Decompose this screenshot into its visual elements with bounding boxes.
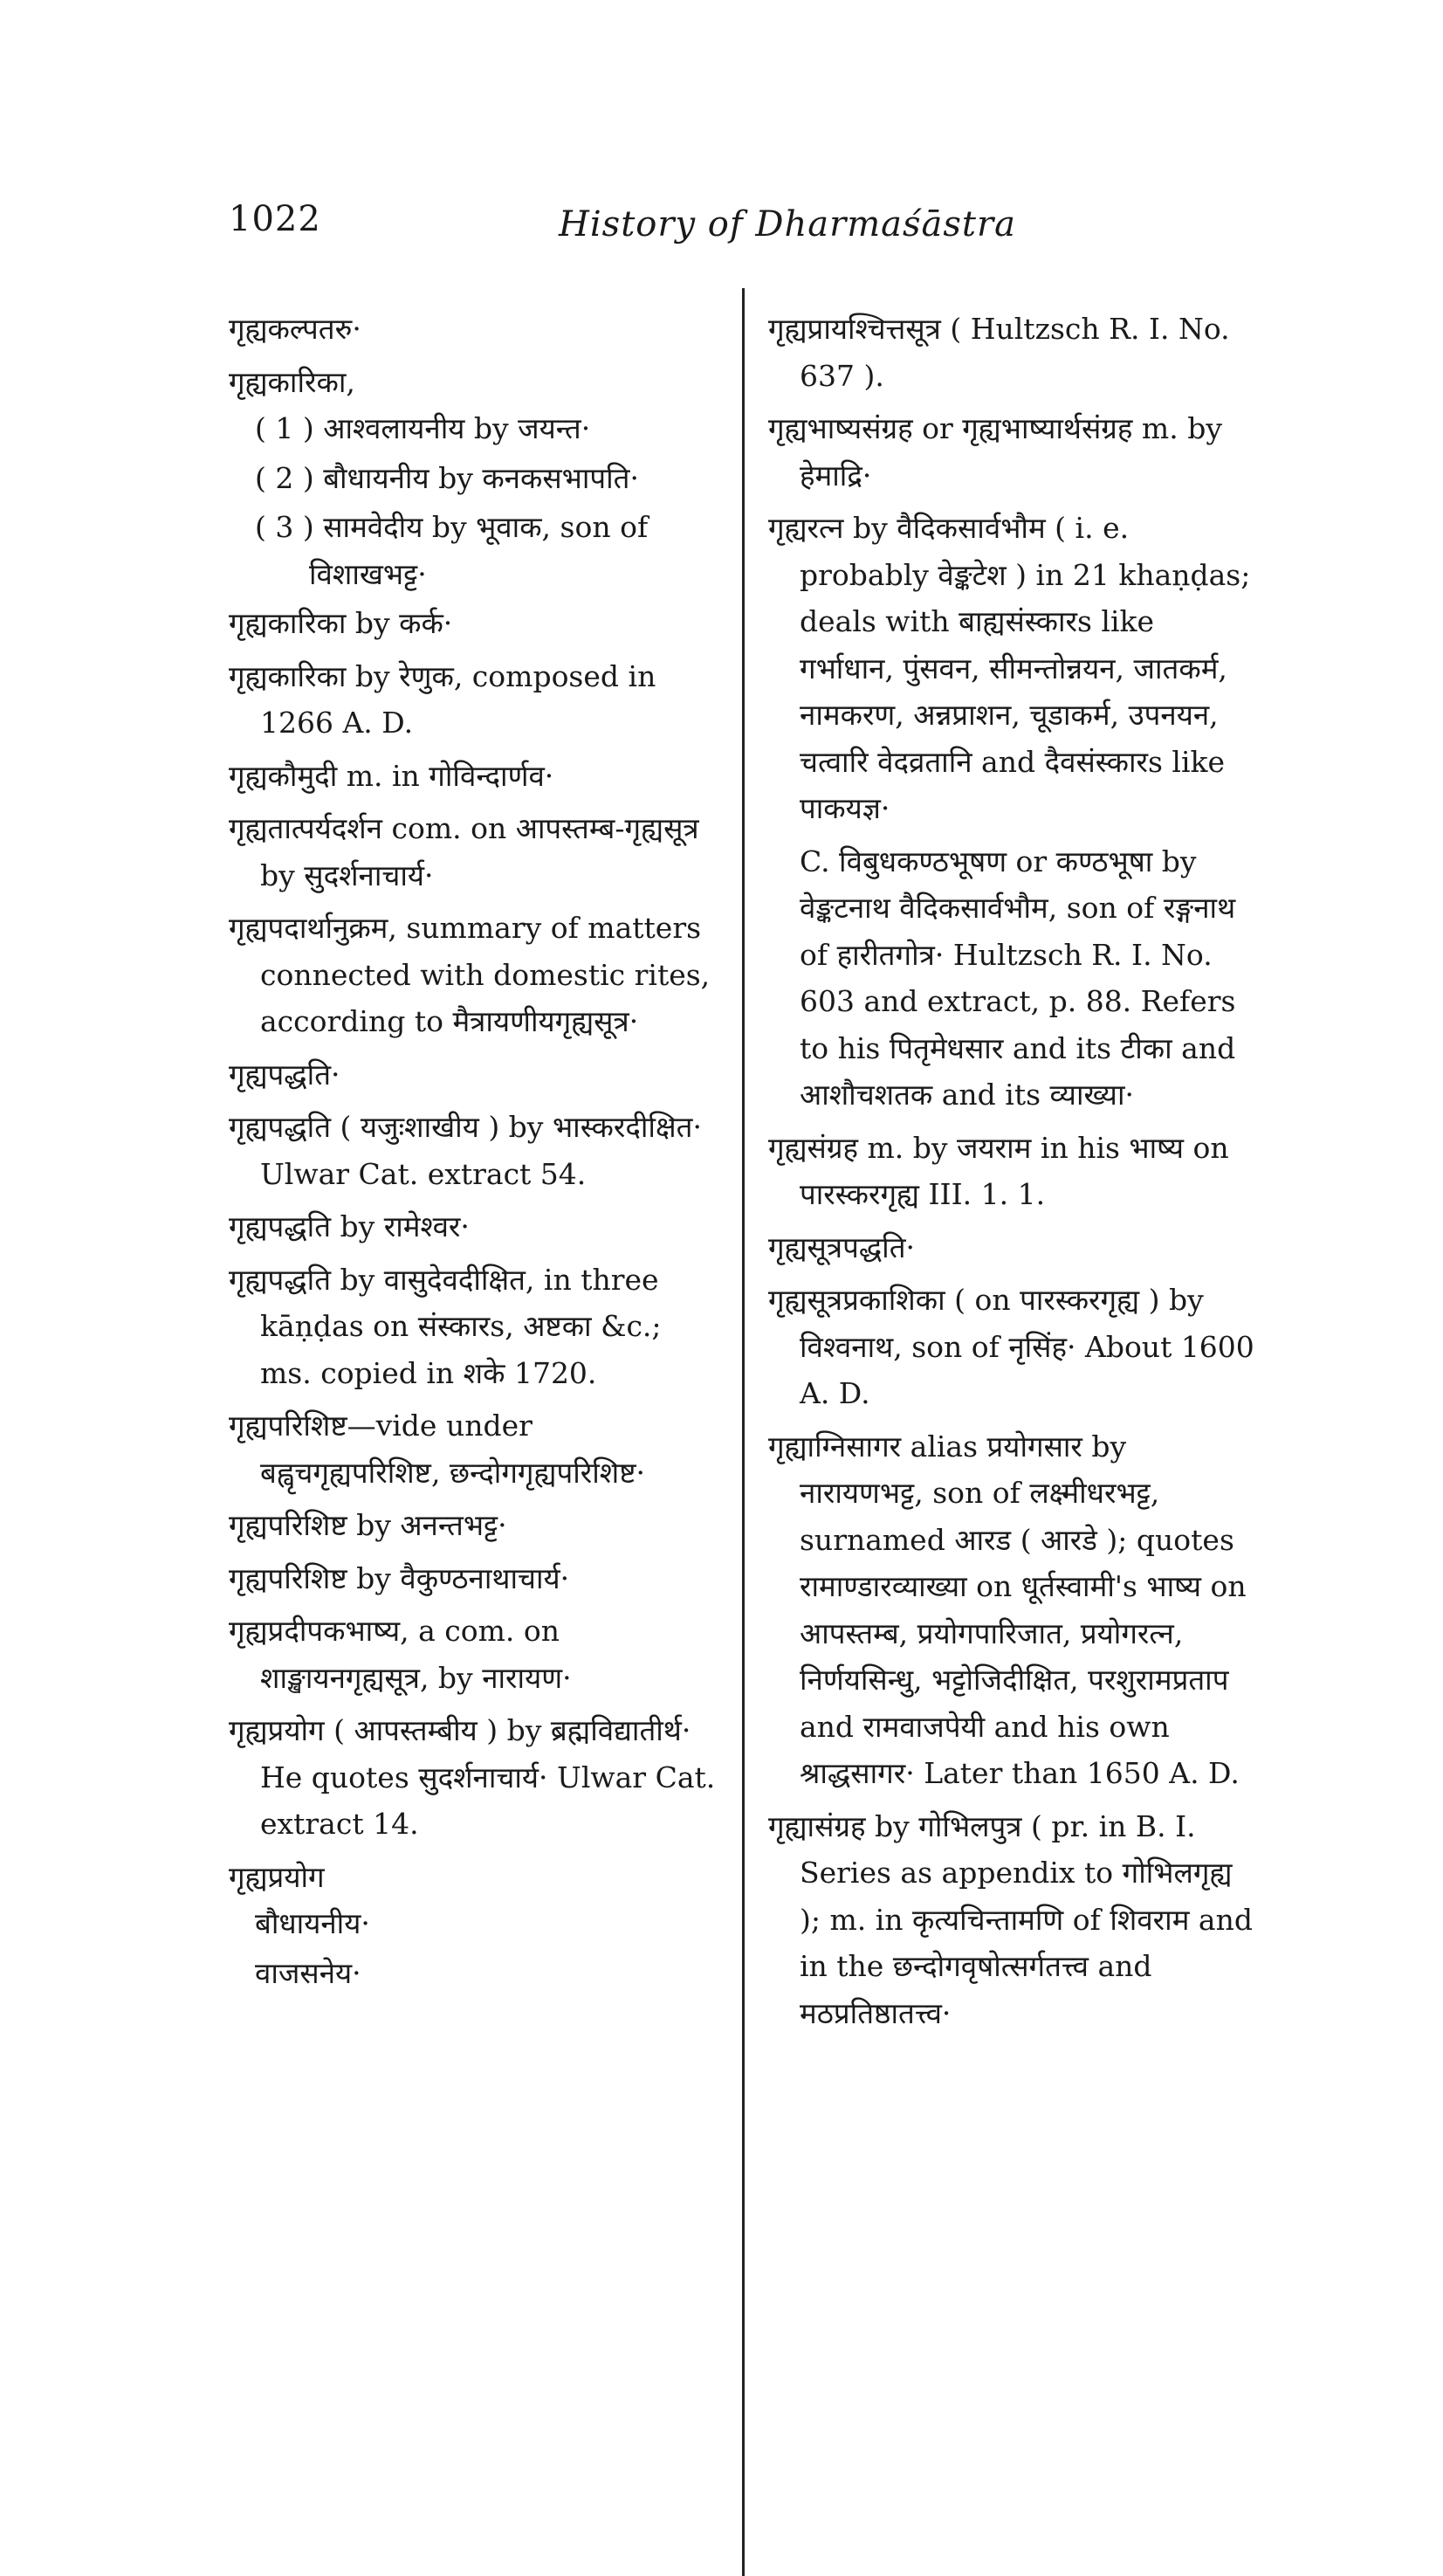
list-item: गृह्यप्रायश्चित्तसूत्र ( Hultzsch R. I. No. 637 ). xyxy=(768,312,1230,393)
column-divider xyxy=(742,288,745,2576)
list-item: गृह्यभाष्यसंग्रह or गृह्यभाष्यार्थसंग्रह m. by हेमाद्रि· xyxy=(768,411,1222,492)
list-item: गृह्याग्निसागर alias प्रयोगसार by नारायणभट्ट, son of लक्ष्मीधरभट्ट, surnamed आरड ( आरडे ); quotes रामाण्डारव्याख्या on धूर्तस्वामी's भाष्य on आपस्तम्ब, प्रयोगपारिजात, प्रयोगरत्न, निर्णयसिन्धु, भट्टोजिदीक्षित, परशुरामप्रताप and रामवाजपेयी and his own श्राद्धसागर· Later than 1650 A. D. xyxy=(768,1429,1247,1790)
list-item: गृह्यपद्धति· xyxy=(229,1057,340,1092)
sub-item: ( 2 ) बौधायनीय by कनकसभापति· xyxy=(255,460,639,495)
list-item: गृह्यपरिशिष्ट by अनन्तभट्ट· xyxy=(229,1508,507,1542)
list-item: गृह्यसूत्रप्रकाशिका ( on पारस्करगृह्य ) by विश्वनाथ, son of नृसिंह· About 1600 A. D. xyxy=(768,1283,1254,1410)
sub-item: वाजसनेय· xyxy=(255,1955,361,1990)
list-item: गृह्यपरिशिष्ट—vide under बह्वृचगृह्यपरिशिष्ट, छन्दोगगृह्यपरिशिष्ट· xyxy=(229,1409,645,1490)
list-item: गृह्यतात्पर्यदर्शन com. on आपस्तम्ब-गृह्यसूत्र by सुदर्शनाचार्य· xyxy=(229,811,699,892)
list-item: गृह्यकारिका, xyxy=(229,364,355,399)
list-item: गृह्यपदार्थानुक्रम, summary of matters connected with domestic rites, according to मैत्रायणीयगृह्यसूत्र· xyxy=(229,911,711,1038)
left-column xyxy=(229,306,718,1999)
list-item: गृह्यसूत्रपद्धति· xyxy=(768,1229,916,1264)
list-item: गृह्यपरिशिष्ट by वैकुण्ठनाथाचार्य· xyxy=(229,1560,570,1595)
list-item: गृह्यरत्न by वैदिकसार्वभौम ( i. e. probably वेङ्कटेश ) in 21 khaṇḍas; deals with बाह्यसंस्कारs like गर्भाधान, पुंसवन, सीमन्तोन्नयन, जातकर्म, नामकरण, अन्नप्राशन, चूडाकर्म, उपनयन, चत्वारि वेदव्रतानि and दैवसंस्कारs like पाकयज्ञ· xyxy=(768,511,1251,825)
page-number: 1022 xyxy=(229,199,321,239)
list-item: गृह्यपद्धति ( यजुःशाखीय ) by भास्करदीक्षित· Ulwar Cat. extract 54. xyxy=(229,1110,702,1191)
sub-item: बौधायनीय· xyxy=(255,1906,370,1940)
list-item: गृह्यकल्पतरु· xyxy=(229,312,361,346)
list-item: गृह्यसंग्रह m. by जयराम in his भाष्य on पारस्करगृह्य III. 1. 1. xyxy=(768,1130,1229,1211)
list-item: गृह्यपद्धति by वासुदेवदीक्षित, in three kāṇḍas on संस्कारs, अष्टका &c.; ms. copied in शके 1720. xyxy=(229,1262,662,1390)
list-item: गृह्यप्रयोग ( आपस्तम्बीय ) by ब्रह्मविद्यातीर्थ· He quotes सुदर्शनाचार्य· Ulwar Cat. extract 14. xyxy=(229,1713,716,1841)
list-item: गृह्यप्रदीपकभाष्य, a com. on शाङ्खायनगृह्यसूत्र, by नारायण· xyxy=(229,1614,572,1695)
entry-note: C. विबुधकण्ठभूषण or कण्ठभूषा by वेङ्कटनाथ वैदिकसार्वभौम, son of रङ्गनाथ of हारीतगोत्र· Hultzsch R. I. No. 603 and extract, p. 88. Refers to his पितृमेधसार and its टीका and आशौचशतक and its व्याख्या· xyxy=(800,844,1236,1112)
list-item: गृह्यासंग्रह by गोभिलपुत्र ( pr. in B. I. Series as appendix to गोभिलगृह्य ); m. in कृत्यचिन्तामणि of शिवराम and in the छन्दोगवृषोत्सर्गतत्त्व and मठप्रतिष्ठातत्त्व· xyxy=(768,1808,1253,2030)
list-item: गृह्यकारिका by रेणुक, composed in 1266 A. D. xyxy=(229,658,656,740)
sub-item: ( 3 ) सामवेदीय by भूवाक, son of विशाखभट्ट· xyxy=(255,510,649,591)
list-item: गृह्यकारिका by कर्क· xyxy=(229,606,453,640)
right-column xyxy=(768,306,1257,2042)
running-title: History of Dharmaśāstra xyxy=(559,204,1016,245)
list-item: गृह्यपद्धति by रामेश्वर· xyxy=(229,1209,470,1243)
sub-item: ( 1 ) आश्वलायनीय by जयन्त· xyxy=(255,411,591,445)
list-item: गृह्यकौमुदी m. in गोविन्दार्णव· xyxy=(229,758,554,793)
list-item: गृह्यप्रयोग xyxy=(229,1859,325,1894)
